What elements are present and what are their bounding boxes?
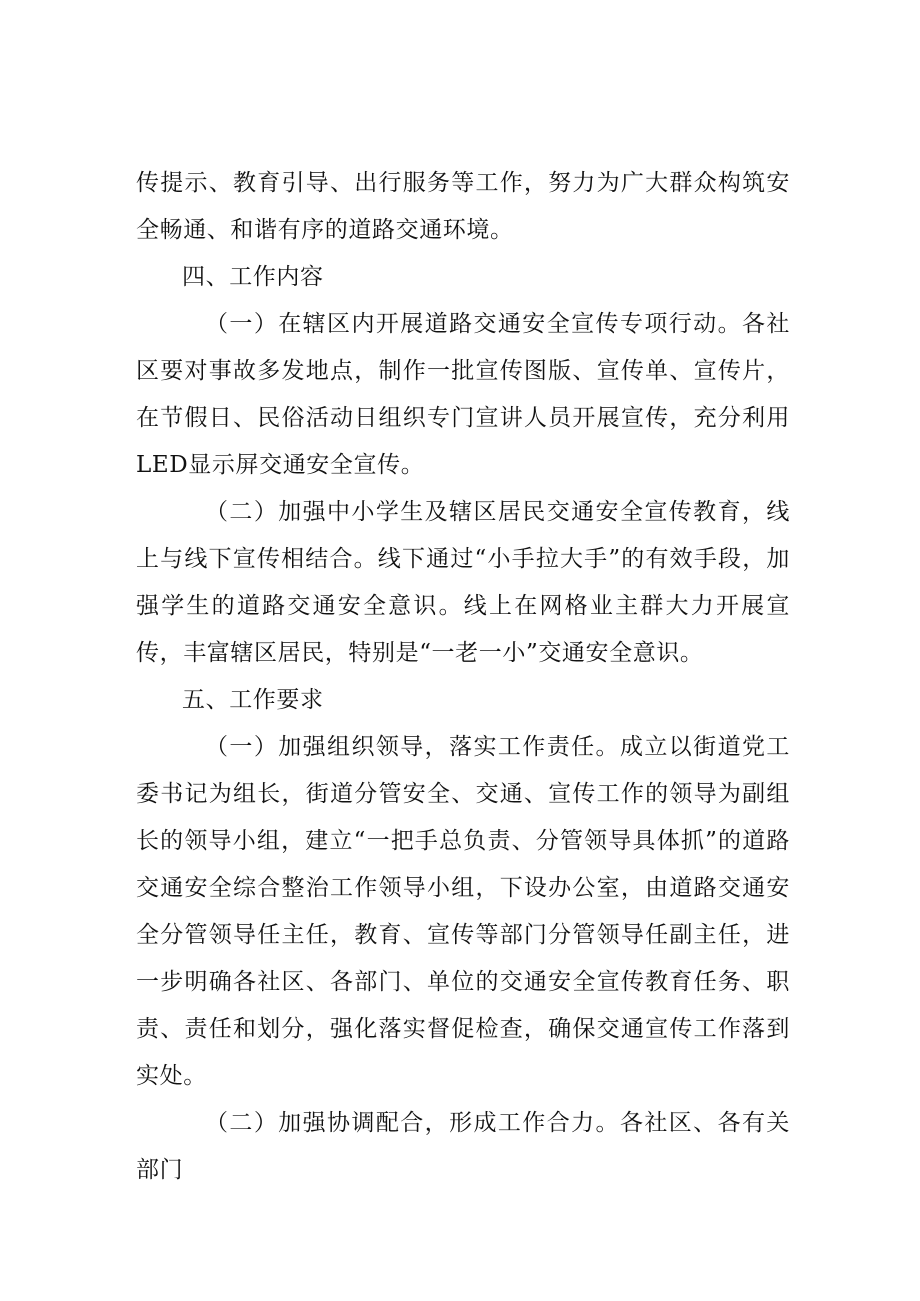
paragraph-requirement-1: （一）加强组织领导，落实工作责任。成立以街道党工委书记为组长，街道分管安全、交通、宣传工作的领导为副组长的领导小组，建立“一把手总负责、分管领导具体抓”的道路交通安全综合整治工作领导小组，下设办公室，由道路交通安全分管领导任主任，教育、宣传等部门分管领导任副主任，进一步明确各社区、各部门、单位的交通安全宣传教育任务、职责、责任和划分，强化落实督促检查，确保交通宣传工作落到实处。 [136,734,790,1089]
paragraph-item-2: （二）加强中小学生及辖区居民交通安全宣传教育，线上与线下宣传相结合。线下通过“小手拉大手”的有效手段，加强学生的道路交通安全意识。线上在网格业主群大力开展宣传，丰富辖区居民，特别是“一老一小”交通安全意识。 [136,499,790,666]
document-body [136,160,790,1194]
section-heading-work-requirements: 五、工作要求 [182,687,324,713]
paragraph-item-1: （一）在辖区内开展道路交通安全宣传专项行动。各社区要对事故多发地点，制作一批宣传图版、宣传单、宣传片，在节假日、民俗活动日组织专门宣讲人员开展宣传，充分利用LED显示屏交通安全宣传。 [136,311,790,478]
paragraph-continuation: 传提示、教育引导、出行服务等工作，努力为广大群众构筑安全畅通、和谐有序的道路交通环境。 [136,170,790,243]
paragraph-requirement-2: （二）加强协调配合，形成工作合力。各社区、各有关部门 [136,1110,790,1183]
section-heading-work-content: 四、工作内容 [182,264,324,290]
